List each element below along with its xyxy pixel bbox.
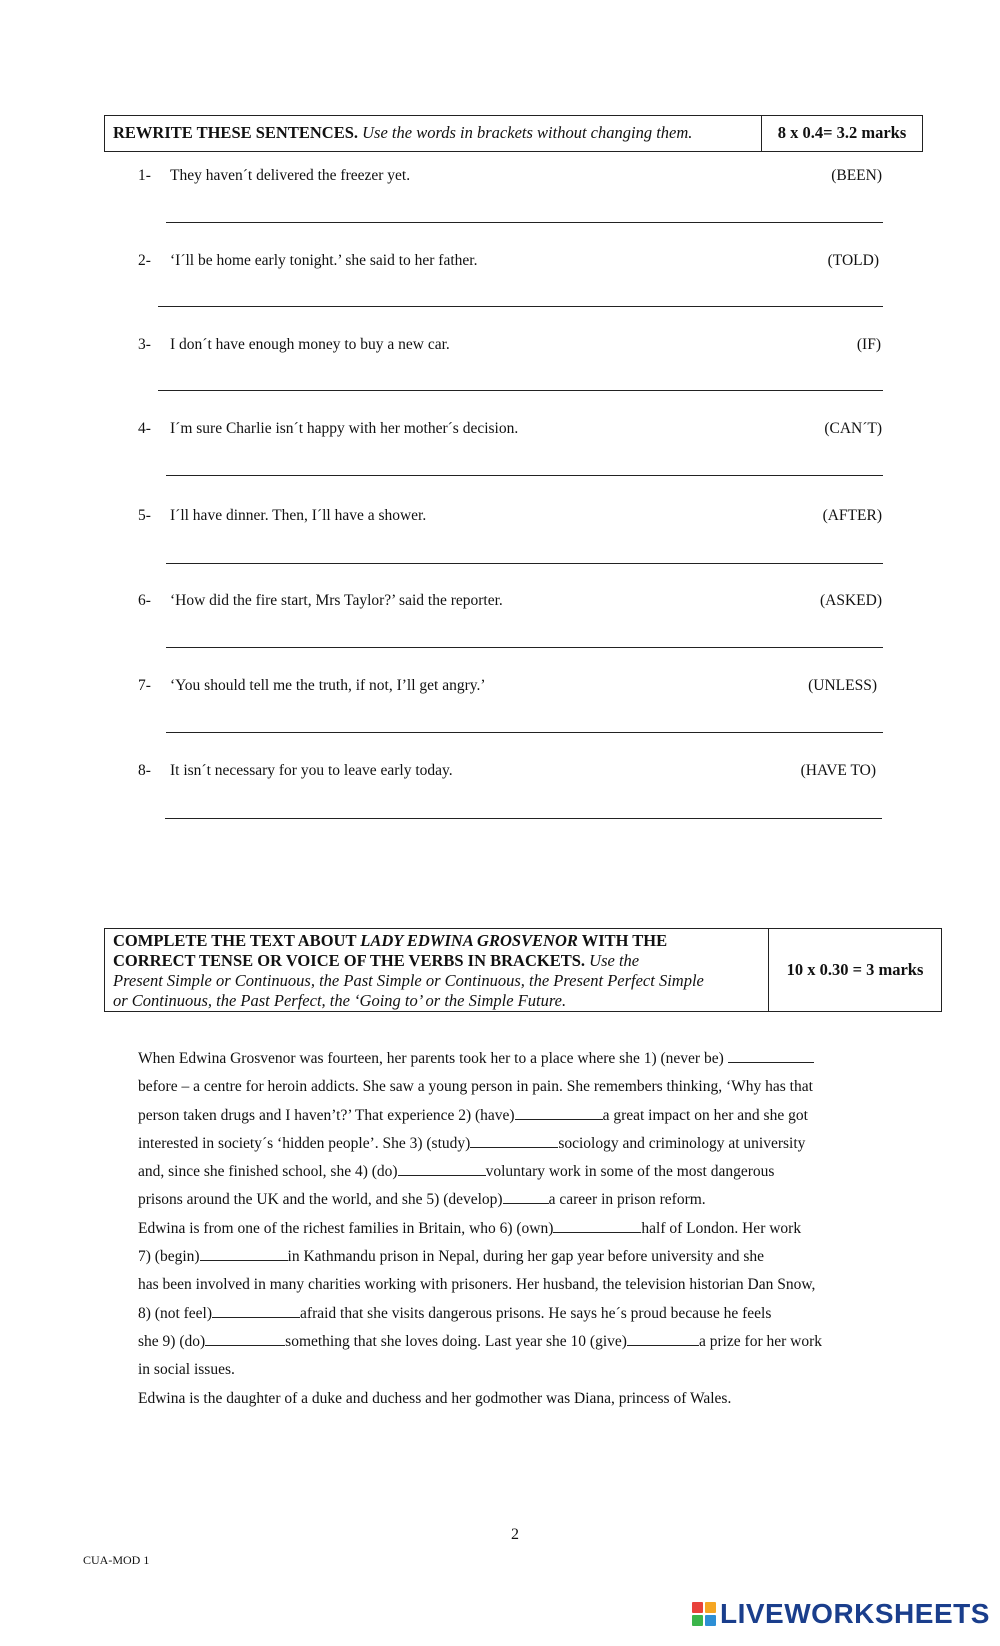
section1-instructions [105,116,762,151]
answer-line[interactable] [166,563,883,564]
gap-10[interactable] [627,1331,699,1346]
text-line: Edwina is the daughter of a duke and duchess and her godmother was Diana, princess of Wales. [138,1389,732,1407]
item-keyword: (ASKED) [820,592,882,609]
document-code: CUA-MOD 1 [83,1553,150,1567]
section2-title-subject: LADY EDWINA GROSVENOR [360,931,578,950]
text-segment: half of London. Her work [641,1219,802,1237]
page-number: 2 [511,1526,519,1543]
text-segment: and, since she finished school, she 4) (do) [138,1163,398,1181]
liveworksheets-logo [692,1598,990,1630]
section2-instructions [105,929,769,1011]
gap-9[interactable] [205,1331,285,1346]
answer-line[interactable] [166,732,883,733]
item-keyword: (TOLD) [827,252,879,269]
answer-line[interactable] [165,818,882,819]
text-segment: a prize for her work [698,1332,823,1350]
text-segment: interested in society´s ‘hidden people’. She 3) (study) [138,1134,471,1152]
gap-2[interactable] [515,1105,603,1120]
text-segment: afraid that she visits dangerous prisons. He says he´s proud because he feels [300,1304,772,1322]
section2-title-part: COMPLETE THE TEXT ABOUT [113,931,361,950]
answer-line[interactable] [166,647,883,648]
text-segment: something that she loves doing. Last year she 10 (give) [285,1332,627,1350]
text-line: in social issues. [138,1361,235,1379]
section2-title-part: WITH THE [577,931,668,950]
answer-line[interactable] [166,475,883,476]
item-keyword: (CAN´T) [824,420,882,437]
section1-subtitle: Use the words in brackets without changing them. [362,123,693,142]
item-sentence: ‘I´ll be home early tonight.’ she said to her father. [170,252,478,269]
section2-subtitle: Present Simple or Continuous, the Past Simple or Continuous, the Present Perfect Simple [113,971,704,990]
item-number: 4- [138,420,151,437]
text-segment: voluntary work in some of the most dangerous [485,1163,775,1181]
text-segment: a career in prison reform. [548,1191,706,1209]
text-segment: prisons around the UK and the world, and she 5) (develop) [138,1191,503,1209]
section2-subtitle: Use the [585,951,640,970]
section2-marks: 10 x 0.30 = 3 marks [786,960,924,979]
gap-8[interactable] [212,1303,300,1318]
gap-3[interactable] [470,1133,558,1148]
item-number: 8- [138,762,151,779]
gap-5[interactable] [503,1189,549,1204]
item-sentence: I´ll have dinner. Then, I´ll have a shower. [170,507,427,524]
item-number: 6- [138,592,151,609]
logo-blocks-icon [692,1602,716,1626]
logo-text: LIVEWORKSHEETS [720,1598,990,1629]
section2-header [104,928,942,1012]
gap-7[interactable] [200,1246,288,1261]
item-keyword: (HAVE TO) [800,762,876,779]
item-keyword: (BEEN) [831,167,882,184]
item-number: 1- [138,167,151,184]
item-sentence: I´m sure Charlie isn´t happy with her mother´s decision. [170,420,519,437]
item-sentence: I don´t have enough money to buy a new car. [170,336,450,353]
text-segment: Edwina is from one of the richest families in Britain, who 6) (own) [138,1219,554,1237]
item-keyword: (AFTER) [822,507,882,524]
section1-title: REWRITE THESE SENTENCES. [113,123,358,142]
text-segment: 8) (not feel) [138,1304,213,1322]
answer-line[interactable] [158,390,883,391]
item-sentence: They haven´t delivered the freezer yet. [170,167,411,184]
section1-marks: 8 x 0.4= 3.2 marks [777,123,907,142]
gap-1[interactable] [728,1048,814,1063]
section2-subtitle: or Continuous, the Past Perfect, the ‘Going to’ or the Simple Future. [113,991,567,1010]
item-number: 5- [138,507,151,524]
answer-line[interactable] [158,306,883,307]
text-segment: a great impact on her and she got [602,1106,808,1124]
item-sentence: It isn´t necessary for you to leave early today. [170,762,453,779]
gap-6[interactable] [553,1218,641,1233]
item-sentence: ‘How did the fire start, Mrs Taylor?’ said the reporter. [170,592,503,609]
item-number: 3- [138,336,151,353]
item-keyword: (UNLESS) [808,677,877,694]
text-line: has been involved in many charities working with prisoners. Her husband, the television historian Dan Snow, [138,1276,816,1294]
text-segment: person taken drugs and I haven’t?’ That experience 2) (have) [138,1106,515,1124]
answer-line[interactable] [166,222,883,223]
text-segment: 7) (begin) [138,1248,200,1266]
text-segment: sociology and criminology at university [558,1134,806,1152]
text-segment: she 9) (do) [138,1332,206,1350]
text-line: before – a centre for heroin addicts. She saw a young person in pain. She remembers thinking, ‘Why has that [138,1078,813,1096]
section1-header [104,115,923,152]
section2-title-part: CORRECT TENSE OR VOICE OF THE VERBS IN BRACKETS. [113,951,586,970]
item-keyword: (IF) [856,336,881,353]
text-segment: in Kathmandu prison in Nepal, during her gap year before university and she [287,1248,765,1266]
edwina-text [138,1045,878,1413]
text-segment: When Edwina Grosvenor was fourteen, her parents took her to a place where she 1) (never be) [138,1050,728,1067]
item-sentence: ‘You should tell me the truth, if not, I’ll get angry.’ [170,677,486,694]
gap-4[interactable] [398,1161,486,1176]
item-number: 7- [138,677,151,694]
item-number: 2- [138,252,151,269]
